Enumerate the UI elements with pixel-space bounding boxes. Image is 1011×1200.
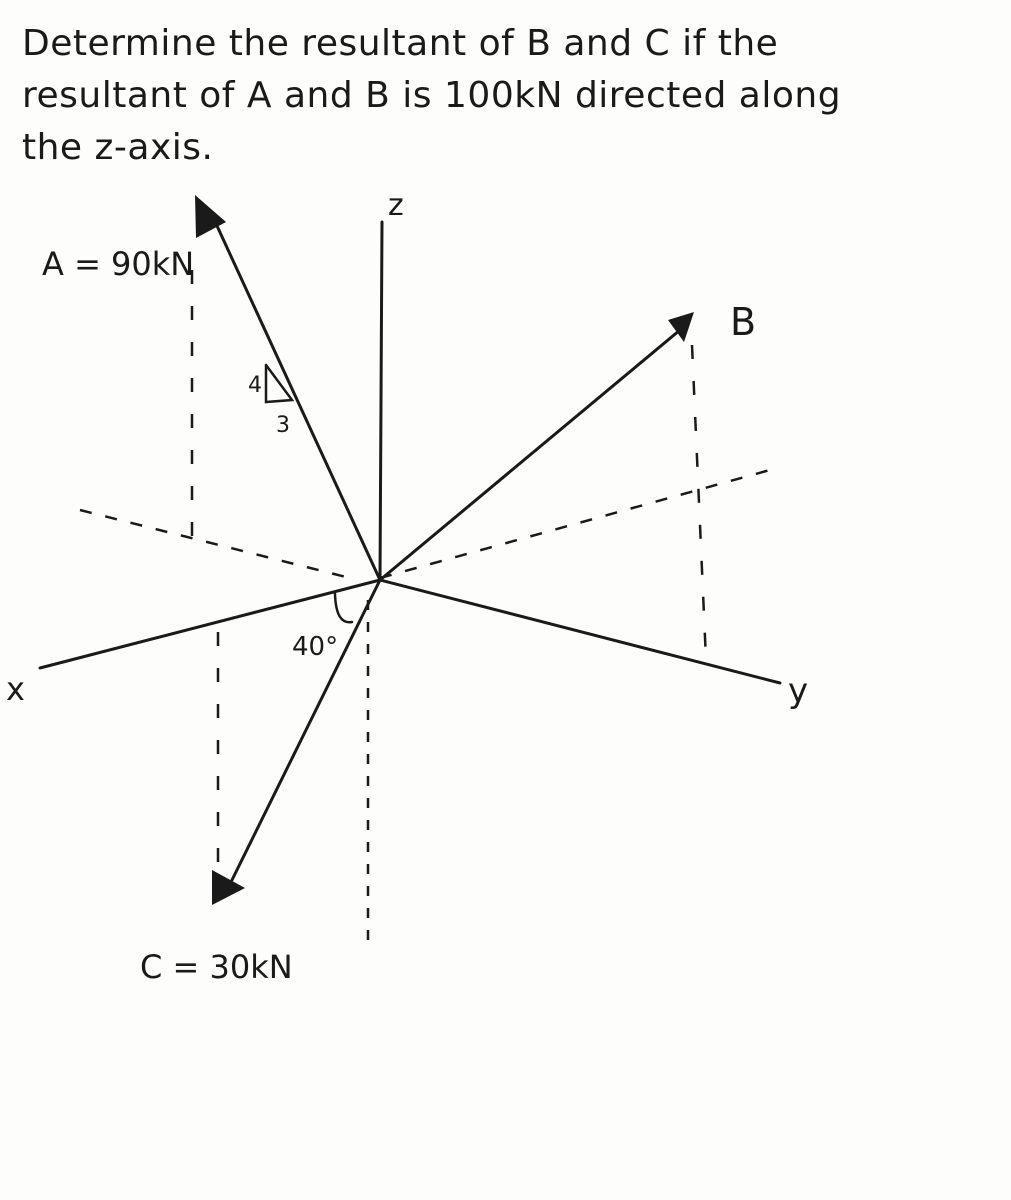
force-c-label: C = 30kN [140,948,293,986]
y-axis-line [380,580,780,683]
b-projection-line [692,345,706,660]
force-a-vector [212,215,380,580]
angle-arc-c [335,594,352,622]
force-c-arrowhead [212,870,245,905]
y-axis-dashed-extension [380,470,770,578]
force-b-vector [380,330,680,580]
slope-run-label: 3 [276,413,290,438]
x-axis-label: x [6,670,25,708]
force-a-arrowhead [195,195,226,238]
x-axis-dashed-extension [80,510,350,578]
z-axis-line [380,222,382,580]
slope-rise-label: 4 [248,373,262,398]
problem-statement: Determine the resultant of B and C if the resultant of A and B is 100kN directed along the z-axis. [22,23,842,168]
force-a-label: A = 90kN [42,245,195,283]
y-axis-label: y [788,671,809,711]
z-axis-label: z [388,188,404,223]
force-b-label: B [730,300,757,344]
angle-c-label: 40° [292,632,339,662]
force-c-vector [232,580,380,880]
